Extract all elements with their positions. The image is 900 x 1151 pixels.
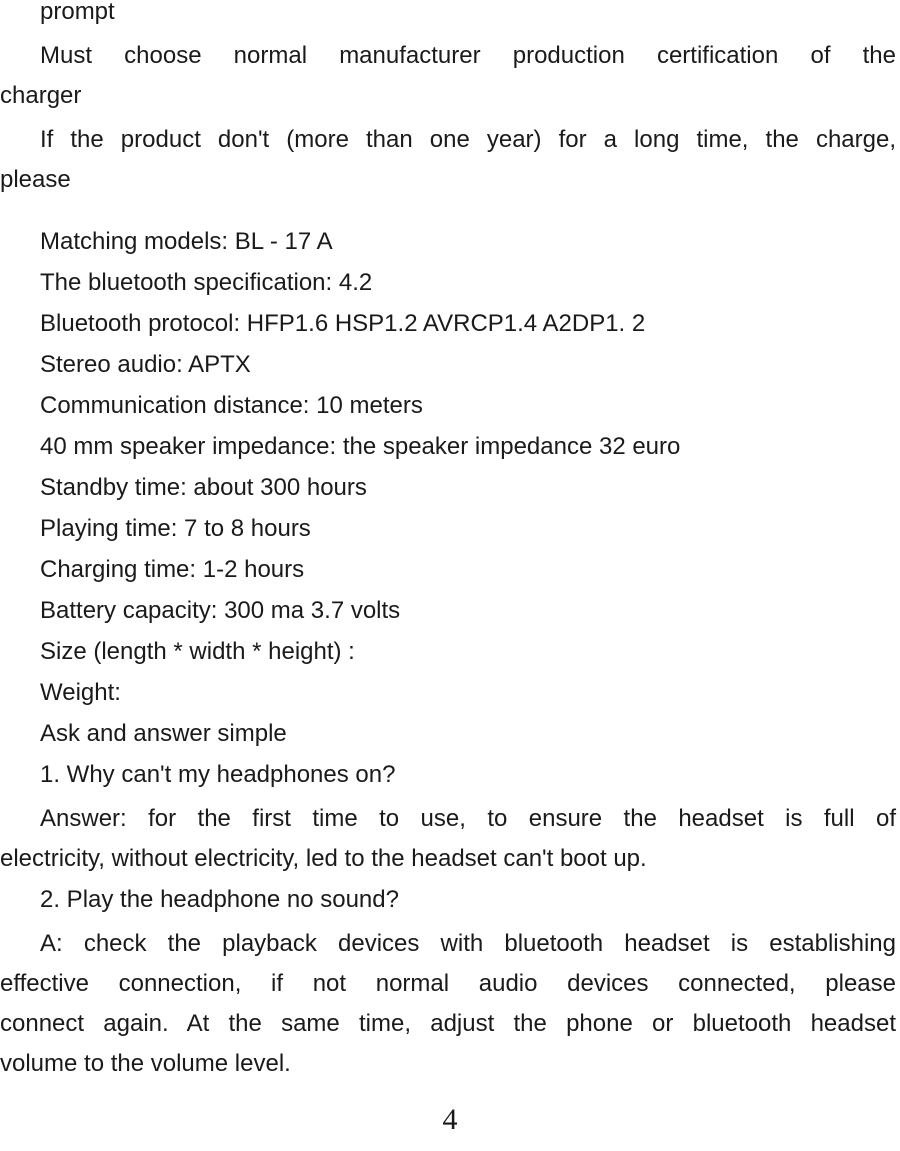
spec-weight: Weight: bbox=[40, 679, 121, 706]
faq-answer-2-line-2: effective connection, if not normal audio devices connected, please bbox=[0, 970, 896, 997]
charger-paragraph-line-2: charger bbox=[0, 82, 82, 109]
storage-paragraph-line-1: If the product don't (more than one year) for a long time, the charge, bbox=[40, 126, 896, 153]
faq-answer-2-line-1: A: check the playback devices with bluetooth headset is establishing bbox=[40, 930, 896, 957]
spec-standby-time: Standby time: about 300 hours bbox=[40, 474, 367, 501]
faq-answer-2-line-3: connect again. At the same time, adjust the phone or bluetooth headset bbox=[0, 1010, 896, 1037]
spec-stereo-audio: Stereo audio: APTX bbox=[40, 351, 251, 378]
spec-communication-distance: Communication distance: 10 meters bbox=[40, 392, 423, 419]
page-number: 4 bbox=[442, 1103, 458, 1136]
faq-answer-1-line-2: electricity, without electricity, led to the headset can't boot up. bbox=[0, 845, 647, 872]
faq-question-2: 2. Play the headphone no sound? bbox=[40, 886, 399, 913]
spec-size: Size (length * width * height) : bbox=[40, 638, 355, 665]
spec-charging-time: Charging time: 1-2 hours bbox=[40, 556, 305, 583]
spec-bluetooth-protocol: Bluetooth protocol: HFP1.6 HSP1.2 AVRCP1.4 A2DP1. 2 bbox=[40, 310, 646, 337]
spec-speaker-impedance: 40 mm speaker impedance: the speaker impedance 32 euro bbox=[40, 433, 681, 460]
storage-paragraph-line-2: please bbox=[0, 166, 71, 193]
spec-battery-capacity: Battery capacity: 300 ma 3.7 volts bbox=[40, 597, 401, 624]
spec-playing-time: Playing time: 7 to 8 hours bbox=[40, 515, 311, 542]
faq-answer-2-line-4: volume to the volume level. bbox=[0, 1050, 291, 1077]
section-heading-prompt: prompt bbox=[40, 0, 115, 25]
spec-bluetooth-specification: The bluetooth specification: 4.2 bbox=[40, 269, 373, 296]
charger-paragraph-line-1: Must choose normal manufacturer production certification of the bbox=[40, 42, 896, 69]
faq-answer-1-line-1: Answer: for the first time to use, to ensure the headset is full of bbox=[40, 805, 896, 832]
faq-heading: Ask and answer simple bbox=[40, 720, 287, 747]
faq-question-1: 1. Why can't my headphones on? bbox=[40, 761, 396, 788]
spec-matching-models: Matching models: BL - 17 A bbox=[40, 228, 333, 255]
